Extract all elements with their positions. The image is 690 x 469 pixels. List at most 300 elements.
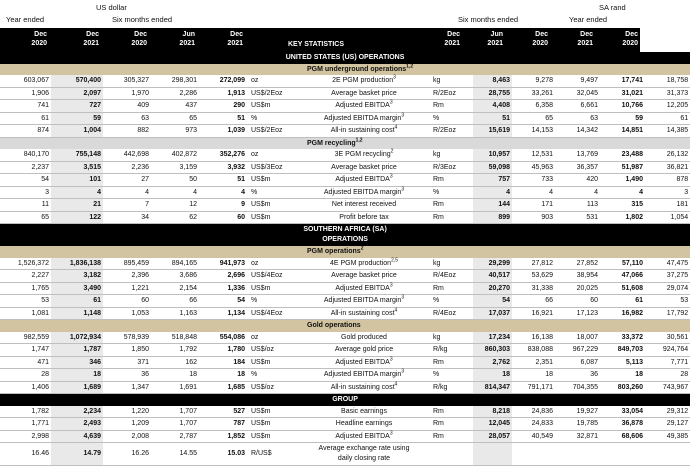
zar-value: 31,338 <box>512 282 555 295</box>
usd-value: 1,771 <box>0 418 51 431</box>
usd-value: 1,406 <box>0 381 51 394</box>
usd-value: 2,286 <box>151 87 199 100</box>
usd-unit: US$/oz <box>247 381 299 394</box>
usd-value: 54 <box>0 174 51 187</box>
metric-label: Adjusted EBITDA$^3$ <box>299 356 429 369</box>
usd-value: 50 <box>151 174 199 187</box>
usd-value: 2,234 <box>51 406 103 418</box>
currency-header <box>0 0 640 28</box>
zar-value: 18,007 <box>555 332 600 344</box>
subsection-title: PGM operations$^2$ <box>299 246 473 258</box>
usd-value: 1,209 <box>103 418 151 431</box>
zar-value: 36,357 <box>555 161 600 174</box>
zar-value: 19,785 <box>555 418 600 431</box>
metric-label: Average basket price <box>299 270 429 283</box>
zar-value: 33,372 <box>600 332 645 344</box>
zar-value: 181 <box>645 199 690 212</box>
metric-label: Adjusted EBITDA$^3$ <box>299 282 429 295</box>
usd-value: 1,221 <box>103 282 151 295</box>
usd-value: 61 <box>51 295 103 308</box>
subsection-header <box>0 246 690 258</box>
subsection-title: PGM underground operations$^{1,2}$ <box>299 64 473 76</box>
spacer <box>0 246 51 258</box>
zar-value: 6,087 <box>555 356 600 369</box>
col-head-zar-3: Dec 2021 <box>577 31 593 47</box>
zar-unit: Rm <box>429 199 473 212</box>
statistics-table <box>0 52 690 466</box>
usd-value: 882 <box>103 125 151 138</box>
zar-value: 32,871 <box>555 430 600 443</box>
usd-unit: US$/2Eoz <box>247 125 299 138</box>
zar-value: 51 <box>473 112 512 125</box>
zar-value: 16,982 <box>600 307 645 320</box>
usd-value: 4,639 <box>51 430 103 443</box>
usd-value: 54 <box>199 295 247 308</box>
usd-value: 741 <box>0 100 51 113</box>
metric-label: All-in sustaining cost$^4$ <box>299 125 429 138</box>
section-header <box>0 52 690 64</box>
zar-value: 16,921 <box>512 307 555 320</box>
zar-value: 803,260 <box>600 381 645 394</box>
usd-value: 18 <box>151 369 199 382</box>
zar-value: 8,218 <box>473 406 512 418</box>
zar-unit: Rm <box>429 356 473 369</box>
metric-label: Basic earnings <box>299 406 429 418</box>
usd-value: 36 <box>103 369 151 382</box>
year-ended-right: Year ended <box>569 15 608 24</box>
usd-value: 1,134 <box>199 307 247 320</box>
spacer <box>199 64 247 76</box>
zar-unit: Rm <box>429 430 473 443</box>
usd-value: 346 <box>51 356 103 369</box>
table-row <box>0 430 690 443</box>
metric-label: All-in sustaining cost$^4$ <box>299 381 429 394</box>
zar-value: 12,045 <box>473 418 512 431</box>
zar-value: 29,312 <box>645 406 690 418</box>
zar-unit: % <box>429 369 473 382</box>
usd-value: 1,792 <box>151 344 199 357</box>
col-head-zar-1: Jun 2021 <box>487 31 503 47</box>
usd-value: 1,707 <box>151 406 199 418</box>
table-row <box>0 270 690 283</box>
zar-value: 47,066 <box>600 270 645 283</box>
section-header <box>0 394 690 406</box>
six-months-right: Six months ended <box>458 15 519 24</box>
usd-value: 122 <box>51 211 103 224</box>
zar-value <box>512 443 555 466</box>
spacer <box>600 64 645 76</box>
usd-value: 1,913 <box>199 87 247 100</box>
zar-value: 18 <box>512 369 555 382</box>
spacer <box>103 64 151 76</box>
zar-unit: kg <box>429 258 473 270</box>
zar-value: 60 <box>555 295 600 308</box>
usd-value: 1,747 <box>0 344 51 357</box>
zar-value: 1,802 <box>600 211 645 224</box>
spacer <box>600 320 645 332</box>
zar-value <box>555 443 600 466</box>
table-row <box>0 406 690 418</box>
zar-value: 5,113 <box>600 356 645 369</box>
usd-unit: US$/4Eoz <box>247 270 299 283</box>
zar-value: 20,025 <box>555 282 600 295</box>
usd-unit: R/US$ <box>247 443 299 466</box>
usd-value: 60 <box>103 295 151 308</box>
usd-value: 787 <box>199 418 247 431</box>
zar-value: 51,608 <box>600 282 645 295</box>
metric-label: 4E PGM production$^{2,5}$ <box>299 258 429 270</box>
metric-label: Average gold price <box>299 344 429 357</box>
zar-value: 28,057 <box>473 430 512 443</box>
usd-value: 62 <box>151 211 199 224</box>
zar-value: 47,475 <box>645 258 690 270</box>
metric-label: All-in sustaining cost$^4$ <box>299 307 429 320</box>
usd-value: 1,081 <box>0 307 51 320</box>
spacer <box>0 137 51 149</box>
spacer <box>645 320 690 332</box>
zar-value: 1,054 <box>645 211 690 224</box>
usd-value: 3 <box>0 186 51 199</box>
usd-value: 162 <box>151 356 199 369</box>
zar-unit <box>429 443 473 466</box>
usd-value: 518,848 <box>151 332 199 344</box>
usd-value: 3,932 <box>199 161 247 174</box>
usd-unit: oz <box>247 332 299 344</box>
usd-value: 1,148 <box>51 307 103 320</box>
usd-value: 1,526,372 <box>0 258 51 270</box>
spacer <box>0 320 51 332</box>
usd-value: 1,053 <box>103 307 151 320</box>
zar-value: 6,358 <box>512 100 555 113</box>
usd-value: 1,691 <box>151 381 199 394</box>
section-title: UNITED STATES (US) OPERATIONS <box>0 52 690 64</box>
usd-value: 61 <box>0 112 51 125</box>
zar-value: 757 <box>473 174 512 187</box>
table-row <box>0 125 690 138</box>
table-row <box>0 282 690 295</box>
table-row <box>0 75 690 87</box>
spacer <box>0 64 51 76</box>
spacer <box>645 246 690 258</box>
spacer <box>51 64 103 76</box>
col-head-zar-0: Dec 2021 <box>444 31 460 47</box>
usd-value: 2,396 <box>103 270 151 283</box>
zar-value: 6,661 <box>555 100 600 113</box>
six-months-left: Six months ended <box>112 15 173 24</box>
usd-value: 1,347 <box>103 381 151 394</box>
year-ended-left: Year ended <box>6 15 45 24</box>
zar-value: 15,619 <box>473 125 512 138</box>
zar-value: 4 <box>512 186 555 199</box>
zar-value: 899 <box>473 211 512 224</box>
zar-value: 4 <box>473 186 512 199</box>
usd-value: 578,939 <box>103 332 151 344</box>
zar-value: 29,299 <box>473 258 512 270</box>
zar-unit: R/kg <box>429 344 473 357</box>
usd-value: 12 <box>151 199 199 212</box>
zar-value: 51,987 <box>600 161 645 174</box>
zar-value: 18 <box>600 369 645 382</box>
usd-value: 1,336 <box>199 282 247 295</box>
zar-value: 18,758 <box>645 75 690 87</box>
zar-value: 10,766 <box>600 100 645 113</box>
zar-value: 27,852 <box>555 258 600 270</box>
spacer <box>51 137 103 149</box>
zar-value: 17,123 <box>555 307 600 320</box>
spacer <box>199 246 247 258</box>
column-header <box>0 28 640 52</box>
spacer <box>51 246 103 258</box>
usd-value: 527 <box>199 406 247 418</box>
metric-label: 2E PGM production$^3$ <box>299 75 429 87</box>
zar-value: 13,769 <box>555 149 600 161</box>
zar-value: 16,138 <box>512 332 555 344</box>
usd-unit: US$m <box>247 199 299 212</box>
spacer <box>600 137 645 149</box>
usd-unit: US$m <box>247 356 299 369</box>
usd-value: 874 <box>0 125 51 138</box>
zar-value: 59,098 <box>473 161 512 174</box>
zar-value: 63 <box>555 112 600 125</box>
zar-value: 36,821 <box>645 161 690 174</box>
zar-value: 10,957 <box>473 149 512 161</box>
usd-value: 2,493 <box>51 418 103 431</box>
spacer <box>199 137 247 149</box>
zar-value: 924,764 <box>645 344 690 357</box>
zar-value: 2,351 <box>512 356 555 369</box>
usd-value: 21 <box>51 199 103 212</box>
zar-value: 65 <box>512 112 555 125</box>
usd-value: 973 <box>151 125 199 138</box>
spacer <box>600 246 645 258</box>
usd-unit: US$m <box>247 282 299 295</box>
table-row <box>0 174 690 187</box>
zar-value: 2,762 <box>473 356 512 369</box>
spacer <box>247 320 299 332</box>
metric-label: Headline earnings <box>299 418 429 431</box>
usd-unit: US$m <box>247 418 299 431</box>
usd-value: 65 <box>0 211 51 224</box>
spacer <box>103 320 151 332</box>
zar-value: 66 <box>512 295 555 308</box>
table-row <box>0 295 690 308</box>
zar-value: 12,531 <box>512 149 555 161</box>
zar-value: 12,205 <box>645 100 690 113</box>
usd-value: 63 <box>103 112 151 125</box>
zar-unit: R/3Eoz <box>429 161 473 174</box>
zar-unit: R/2Eoz <box>429 125 473 138</box>
table-row <box>0 186 690 199</box>
zar-unit: Rm <box>429 211 473 224</box>
usd-unit: oz <box>247 258 299 270</box>
zar-value: 27,812 <box>512 258 555 270</box>
usd-unit: US$m <box>247 100 299 113</box>
zar-value: 14,342 <box>555 125 600 138</box>
col-head-usd-2: Dec 2020 <box>131 31 147 47</box>
usd-unit: % <box>247 186 299 199</box>
zar-value: 61 <box>645 112 690 125</box>
usd-value: 982,559 <box>0 332 51 344</box>
usd-value: 4 <box>199 186 247 199</box>
usd-unit: % <box>247 295 299 308</box>
usd-value: 471 <box>0 356 51 369</box>
zar-value: 4,408 <box>473 100 512 113</box>
usd-value: 15.03 <box>199 443 247 466</box>
metric-label: Average basket price <box>299 161 429 174</box>
usd-value: 840,170 <box>0 149 51 161</box>
table-row <box>0 100 690 113</box>
zar-value: 53 <box>645 295 690 308</box>
usd-value: 2,696 <box>199 270 247 283</box>
zar-value: 61 <box>600 295 645 308</box>
usd-value: 1,780 <box>199 344 247 357</box>
usd-value: 16.46 <box>0 443 51 466</box>
col-head-usd-1: Dec 2021 <box>83 31 99 47</box>
spacer <box>151 64 199 76</box>
metric-label: Profit before tax <box>299 211 429 224</box>
usd-value: 941,973 <box>199 258 247 270</box>
zar-value: 18 <box>473 369 512 382</box>
table-row <box>0 443 690 466</box>
zar-value: 113 <box>555 199 600 212</box>
zar-unit: R/kg <box>429 381 473 394</box>
zar-value: 1,490 <box>600 174 645 187</box>
zar-unit: Rm <box>429 406 473 418</box>
metric-label: Adjusted EBITDA$^3$ <box>299 100 429 113</box>
zar-value: 420 <box>555 174 600 187</box>
col-head-zar-4: Dec 2020 <box>622 31 638 47</box>
zar-value <box>473 443 512 466</box>
zar-unit: Rm <box>429 100 473 113</box>
zar-value: 28 <box>645 369 690 382</box>
usd-value: 755,148 <box>51 149 103 161</box>
zar-value: 28,755 <box>473 87 512 100</box>
usd-value: 4 <box>151 186 199 199</box>
metric-label: Adjusted EBITDA margin$^3$ <box>299 112 429 125</box>
zar-unit: Rm <box>429 418 473 431</box>
zar-value: 903 <box>512 211 555 224</box>
usd-unit: oz <box>247 149 299 161</box>
metric-label: Gold produced <box>299 332 429 344</box>
usd-value: 1,039 <box>199 125 247 138</box>
usd-value: 18 <box>51 369 103 382</box>
zar-value: 24,836 <box>512 406 555 418</box>
spacer <box>645 64 690 76</box>
table-row <box>0 332 690 344</box>
usd-value: 66 <box>151 295 199 308</box>
usd-value: 34 <box>103 211 151 224</box>
usd-value: 184 <box>199 356 247 369</box>
table-row <box>0 211 690 224</box>
zar-value: 49,385 <box>645 430 690 443</box>
table-row <box>0 344 690 357</box>
usd-value: 1,765 <box>0 282 51 295</box>
usd-value: 14.55 <box>151 443 199 466</box>
spacer <box>555 246 600 258</box>
zar-value: 45,963 <box>512 161 555 174</box>
section-header <box>0 224 690 247</box>
usd-unit: % <box>247 369 299 382</box>
usd-unit: US$/oz <box>247 344 299 357</box>
zar-value: 36,878 <box>600 418 645 431</box>
metric-label: Average exchange rate using daily closing rate <box>299 443 429 466</box>
zar-value: 838,088 <box>512 344 555 357</box>
zar-value: 17,037 <box>473 307 512 320</box>
zar-value: 814,347 <box>473 381 512 394</box>
table-row <box>0 161 690 174</box>
metric-label: Adjusted EBITDA margin$^3$ <box>299 295 429 308</box>
usd-value: 1,220 <box>103 406 151 418</box>
metric-label: Adjusted EBITDA margin$^3$ <box>299 186 429 199</box>
usd-unit: % <box>247 112 299 125</box>
metric-label: Average basket price <box>299 87 429 100</box>
spacer <box>151 246 199 258</box>
usd-value: 2,008 <box>103 430 151 443</box>
usd-value: 1,782 <box>0 406 51 418</box>
zar-value: 878 <box>645 174 690 187</box>
usd-value: 1,787 <box>51 344 103 357</box>
usd-value: 570,400 <box>51 75 103 87</box>
usd-value: 9 <box>199 199 247 212</box>
zar-value: 32,045 <box>555 87 600 100</box>
col-head-zar-2: Dec 2020 <box>532 31 548 47</box>
zar-value: 743,967 <box>645 381 690 394</box>
usd-value: 1,004 <box>51 125 103 138</box>
zar-unit: Rm <box>429 174 473 187</box>
col-head-usd-0: Dec 2020 <box>31 31 47 47</box>
zar-value: 144 <box>473 199 512 212</box>
spacer <box>512 320 555 332</box>
usd-value: 4 <box>103 186 151 199</box>
usd-unit: US$/2Eoz <box>247 87 299 100</box>
usd-value: 3,515 <box>51 161 103 174</box>
zar-value: 30,561 <box>645 332 690 344</box>
usd-value: 2,787 <box>151 430 199 443</box>
spacer <box>645 137 690 149</box>
usd-value: 18 <box>199 369 247 382</box>
zar-value: 9,497 <box>555 75 600 87</box>
subsection-title: Gold operations <box>299 320 473 332</box>
zar-value: 17,792 <box>645 307 690 320</box>
usd-value: 3,490 <box>51 282 103 295</box>
zar-value: 24,833 <box>512 418 555 431</box>
metric-label: Adjusted EBITDA margin$^3$ <box>299 369 429 382</box>
usd-value: 1,689 <box>51 381 103 394</box>
zar-value: 23,488 <box>600 149 645 161</box>
zar-value: 531 <box>555 211 600 224</box>
zar-unit: % <box>429 186 473 199</box>
usd-value: 7 <box>103 199 151 212</box>
table-row <box>0 418 690 431</box>
zar-value: 17,234 <box>473 332 512 344</box>
usd-unit: US$m <box>247 406 299 418</box>
spacer <box>512 246 555 258</box>
zar-value: 849,703 <box>600 344 645 357</box>
usd-value: 14.79 <box>51 443 103 466</box>
zar-unit: kg <box>429 149 473 161</box>
usd-unit: US$m <box>247 174 299 187</box>
zar-value: 29,074 <box>645 282 690 295</box>
usd-value: 1,906 <box>0 87 51 100</box>
zar-unit: kg <box>429 75 473 87</box>
usd-value: 1,852 <box>199 430 247 443</box>
zar-value: 59 <box>600 112 645 125</box>
zar-unit: % <box>429 295 473 308</box>
usd-value: 101 <box>51 174 103 187</box>
usd-value: 437 <box>151 100 199 113</box>
spacer <box>103 137 151 149</box>
zar-value: 26,132 <box>645 149 690 161</box>
